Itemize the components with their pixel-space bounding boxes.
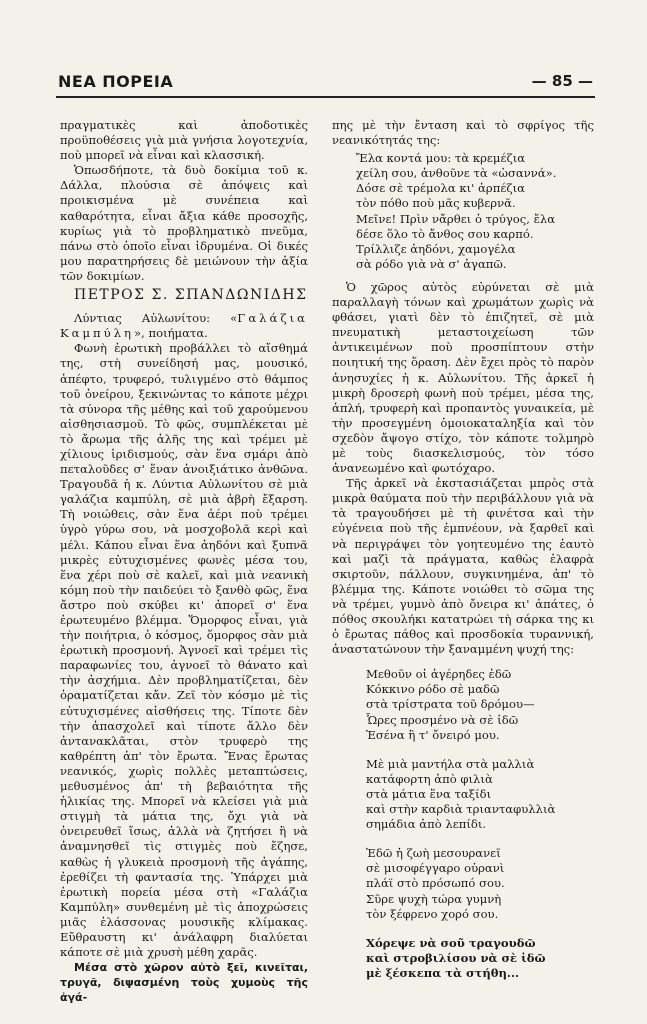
poem-line: σημάδια ἀπὸ λεπίδι.	[366, 817, 487, 832]
author-signature: ΠΕΤΡΟΣ Σ. ΣΠΑΝΔΩΝΙΔΗΣ	[74, 287, 308, 304]
poem-line: Μεθοῦν οἱ ἀγέρηδες ἐδῶ	[366, 667, 512, 682]
poem-line: δέσε ὅλο τὸ ἄνθος σου καρπό.	[356, 226, 534, 241]
poem-line: Μεῖνε! Πρὶν νἄρθει ὁ τρύγος, ἔλα	[356, 211, 556, 226]
header-rule	[56, 96, 595, 98]
poem-line: Τρίλλιζε ἀηδόνι, χαμογέλα	[356, 241, 516, 256]
stanza	[366, 846, 594, 921]
paragraph: Ὁ χῶρος αὐτὸς εὐρύνεται σὲ μιὰ παραλλαγὴ τόνων καὶ χρωμάτων χωρὶς νὰ φθάσει, γιατὶ δὲν τὸ ἐπιζητεῖ, σὲ μιὰ πνευματικὴ μεταστοιχείωση τῶν ἀντικειμένων ποὺ προσπίπτουν στὴν ποιητική της ὅραση. Δὲν ἔχει πρὸς τὸ παρὸν ἀνησυχίες ἡ κ. Αὐλωνίτου. Τῆς ἀρκεῖ ἡ μικρὴ δροσερὴ φωνὴ ποὺ τρέμει, μέσα της, ἁπλή, τρυφερὴ καὶ προπαντὸς γυναικεία, μὲ τὴν προσεγμένη ὁμοιοκαταληξία καὶ τὸν σχεδὸν ἄψογο στίχο, τὸν κάποτε τολμηρὸ μὲ τοὺς διασκελισμούς, τὸν τόσο ἀνανεωμένο καὶ φωτόχαρο.	[332, 279, 594, 476]
right-column	[332, 118, 594, 995]
review-heading	[60, 311, 308, 341]
poem-line: χείλη σου, ἀνθοῦνε τὰ «ὡσαννά».	[356, 166, 557, 181]
page-number: — 85 —	[531, 72, 593, 90]
stanza	[366, 757, 594, 832]
poem-block	[366, 667, 594, 981]
poem-line: Χόρεψε νὰ σοῦ τραγουδῶ	[366, 935, 536, 950]
review-genre: », ποιήματα.	[134, 326, 208, 341]
poem-line: Ὧρες προσμένο νὰ σὲ ἰδῶ	[366, 712, 519, 727]
stanza	[366, 936, 594, 981]
poem-line: στὰ τρίστρατα τοῦ δρόμου—	[366, 697, 535, 712]
paragraph: πραγματικὲς καὶ ἀποδοτικὲς προϋποθέσεις γιὰ μιὰ γνήσια λογοτεχνία, ποὺ μπορεῖ νὰ εἶναι καὶ κλασσική.	[60, 118, 308, 163]
book-title: Γαλάζια Καμπύλη	[60, 311, 308, 341]
poem-line: Ἐδῶ ἡ ζωὴ μεσουρανεῖ	[366, 846, 501, 861]
poem-line: Ἔλα κοντά μου: τὰ κρεμέζια	[356, 151, 526, 166]
paragraph: Φωνὴ ἐρωτικὴ προβάλλει τὸ αἴσθημά της, στὴ συνείδησή μας, μουσικό, ἀπέφτο, τρυφερό, τυλιγμένο στὸ θάμπος τοῦ ὀνείρου, ξεκινώντας το κάποτε μέχρι τὰ σύνορα τῆς μέθης καὶ τοῦ χαρούμενου αἰσθησιασμοῦ. Τὸ φῶς, συμπλέκεται μὲ τὸ ἄρωμα τῆς ἁλῆς της καὶ τρέμει μὲ χίλιους ἰριδισμούς, σὰν ἕνα σμάρι ἀπὸ πεταλοῦδες σ' ἕναν ἀνοιξιάτικο ἀνθῶνα. Τραγουδᾶ ἡ κ. Λύντια Αὐλωνίτου σὲ μιὰ γαλάζια καμπύλη, σὲ μιὰ ἀβρὴ ἔξαρση. Τὴ νοιώθεις, σὰν ἕνα ἀέρι ποὺ τρέμει ὑγρὸ γύρω σου, νὰ μοσχοβολᾶ κερὶ καὶ μέλι. Κάπου εἶναι ἕνα ἀηδόνι καὶ ξυπνᾶ μικρὲς εὐτυχισμένες φωνὲς μέσα του, ἕνα χέρι ποὺ σὲ καλεῖ, καὶ μιὰ νεανικὴ κόμη ποὺ τὴν παιδεύει τὸ ξανθὸ φῶς, ἕνα ἄστρο ποὺ σκύβει κι' ἀπορεῖ σ' ἕνα ἐρωτευμένο βλέμμα. Ὅμορφος εἶναι, γιὰ τὴν ποιήτρια, ὁ κόσμος, ὅμορφος σὰν μιὰ ἐρωτικὴ προσμονή. Ἀγνοεῖ καὶ τρέμει τὶς παραφωνίες του, ἀγνοεῖ τὸ θάνατο καὶ τὴν ἀσχήμια. Δὲν προβληματίζεται, δὲν ὁραματίζεται κἄν. Ζεῖ τὸν κόσμο μὲ τὶς εὐτυχισμένες αἰσθήσεις της. Τίποτε δὲν τὴν ἀπασχολεῖ καὶ τίποτε ἄλλο δὲν ἀντανακλᾶται, στὸν τρυφερὸ της καθρέπτη ἀπ' τὸν ἔρωτα. Ἔνας ἔρωτας νεανικός, χωρὶς πολλὲς μεταπτώσεις, μεθυσμένος ἀπ' τὴ βεβαιότητα τῆς ἡλικίας της. Μπορεῖ νὰ κλείσει γιὰ μιὰ στιγμὴ τὰ μάτια της, ὄχι γιὰ νὰ ὀνειρευθεῖ ἴσως, ἀλλὰ νὰ ζητήσει ἢ νὰ ἀναμνησθεῖ τὶς στιγμὲς ποὺ ἔζησε, καθὼς ἡ γλυκειὰ προσμονὴ τῆς ἀγάπης, ἐρεθίζει τὴ φαντασία της. Ὑπάρχει μιὰ ἐρωτικὴ πορεία μέσα στὴ «Γαλάζια Καμπύλη» συνθεμένη μὲ τὶς ἀποχρώσεις μιᾶς ἐλάσσονας μουσικῆς κλίμακας. Εὔθραυστη κι' ἀνάλαφρη διαλύεται κάποτε σὲ μιὰ χρυσὴ μέθη χαρᾶς.	[60, 341, 308, 960]
poem-line: καὶ στὴν καρδιὰ τριανταφυλλιὰ	[366, 802, 556, 817]
poem-line: κατάφορτη ἀπὸ φιλιὰ	[366, 771, 493, 786]
stanza	[366, 667, 594, 742]
poem-line: Ἐσένα ἢ τ' ὄνειρό μου.	[366, 727, 500, 742]
paragraph: Ὁπωσδήποτε, τὰ δυὸ δοκίμια τοῦ κ. Δάλλα, πλούσια σὲ ἀπόψεις καὶ προικισμένα μὲ συνέπεια καὶ καθαρότητα, εἶναι ἄξια κάθε προσοχῆς, κυρίως γιὰ τὸ προβληματικὸ πνεῦμα, πάνω στὸ ὁποῖο εἶναι ἱδρυμένα. Οἱ δικές μου παρατηρήσεις δὲ μειώνουν τὴν ἀξία τῶν δοκιμίων.	[60, 163, 308, 283]
poem-line: τὸν πόθο ποὺ μᾶς κυβερνᾶ.	[356, 196, 516, 211]
poem-line: μὲ ξέσκεπα τὰ στήθη...	[366, 965, 520, 980]
journal-title: ΝΕΑ ΠΟΡΕΙΑ	[58, 72, 174, 91]
poem-line: καὶ στροβιλίσου νὰ σὲ ἰδῶ	[366, 950, 546, 965]
left-column	[60, 118, 308, 1005]
poem-line: Σῦρε ψυχὴ τώρα γυμνὴ	[366, 891, 502, 906]
poem-line: σὰ ρόδο γιὰ νὰ σ' ἀγαπῶ.	[356, 256, 507, 271]
poem-line: Μὲ μιὰ μαντήλα στὰ μαλλιὰ	[366, 756, 535, 771]
poem-line: τὸν ξέφρενο χορό σου.	[366, 906, 499, 921]
poem-line: πλάϊ στὸ πρόσωπό σου.	[366, 876, 505, 891]
poem-line: Κόκκινο ρόδο σὲ μαδῶ	[366, 682, 500, 697]
paragraph: Τῆς ἀρκεῖ νὰ ἐκστασιάζεται μπρὸς στὰ μικρὰ θαύματα ποὺ τὴν περιβάλλουν γιὰ νὰ τὰ τραγουδήσει μὲ τὴ φινέτσα καὶ τὴν εὐγένεια ποὺ τῆς ἐμπνέουν, νὰ ξαρθεῖ καὶ νὰ περιγράψει τὸν γοητευμένο της ἑαυτὸ καὶ μαζὶ τὰ πράγματα, καθὼς ἐλαφρὰ σκιρτοῦν, πάλλουν, συγκινημένα, ἀπ' τὸ βλέμμα της. Κάποτε νοιώθει τὸ σῶμα της νὰ τρέμει, γυμνὸ ἀπὸ ὄνειρα κι' ἀπάτες, ὁ πόθος σκουλήκι κατατρώει τὴ σάρκα της κι ὁ ἔρωτας πάθος καὶ προσδοκία τυραννική, ἀναστατώνουν τὴν ξαναμμένη ψυχή της:	[332, 476, 594, 657]
poem-block	[356, 151, 594, 272]
paragraph: Μέσα στὸ χῶρον αὐτὸ ξεῖ, κινεῖται, τρυγᾶ, διψασμένη τοὺς χυμοὺς τῆς ἀγά-	[60, 961, 308, 1005]
poem-line: Δόσε σὲ τρέμολα κι' ἀρπέζια	[356, 181, 525, 196]
poem-line: στὰ μάτια ἕνα ταξίδι	[366, 786, 492, 801]
page-header	[58, 72, 593, 94]
paragraph: πης μὲ τὴν ἔνταση καὶ τὸ σφρίγος τῆς νεανικότητάς της:	[332, 118, 594, 148]
poem-line: σὲ μισοφέγγαρο οὐρανὶ	[366, 861, 505, 876]
review-author: Λύντιας Αὐλωνίτου: «	[74, 311, 238, 326]
